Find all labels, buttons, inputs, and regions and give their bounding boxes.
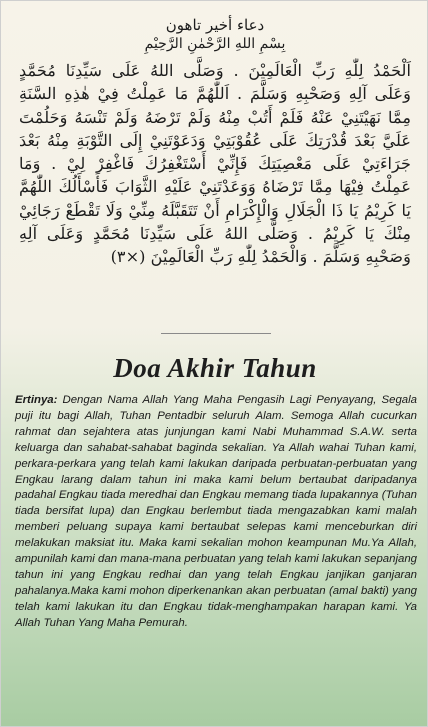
arabic-basmala: بِسْمِ اللهِ الرَّحْمٰنِ الرَّحِيْمِ [144,36,286,52]
translation-paragraph [15,393,417,632]
arabic-text-panel [11,7,419,319]
arabic-prayer-body: اَلْحَمْدُ لِلّٰهِ رَبِّ الْعَالَمِيْنَ . وَصَلَّى اللهُ عَلَى سَيِّدِنَا مُحَمَّدٍ وَعَلَى آلِهِ وَصَحْبِهِ وَسَلَّمَ . اَللّٰهُمَّ مَا عَمِلْتُ فِيْ هٰذِهِ السَّنَةِ مِمَّا نَهَيْتَنِيْ عَنْهُ فَلَمْ أَتُبْ مِنْهُ وَلَمْ تَرْضَهُ وَلَمْ تَنْسَهُ وَحَلُمْتَ عَلَيَّ بَعْدَ قُدْرَتِكَ عَلَى عُقُوْبَتِيْ وَدَعَوْتَنِيْ إِلَى التَّوْبَةِ مِنْهُ بَعْدَ جَرَاءَتِيْ عَلَى مَعْصِيَتِكَ فَإِنِّيْ أَسْتَغْفِرُكَ فَاغْفِرْ لِيْ . وَمَا عَمِلْتُ فِيْهَا مِمَّا تَرْضَاهُ وَوَعَدْتَنِيْ عَلَيْهِ الثَّوَابَ فَأَسْأَلُكَ اللّٰهُمَّ يَا كَرِيْمُ يَا ذَا الْجَلَالِ وَالْإِكْرَامِ أَنْ تَتَقَبَّلَهُ مِنِّيْ وَلَا تَقْطَعْ رَجَائِيْ مِنْكَ يَا كَرِيْمُ . وَصَلَّى اللهُ عَلَى سَيِّدِنَا مُحَمَّدٍ وَعَلَى آلِهِ وَصَحْبِهِ وَسَلَّمَ . وَالْحَمْدُ لِلّٰهِ رَبِّ الْعَالَمِيْنَ (×٣) [19,61,411,267]
arabic-title: دعاء أخير تاهون [165,16,265,34]
translation-lead: Ertinya: [15,394,58,406]
section-divider [161,333,271,334]
translation-text: Dengan Nama Allah Yang Maha Pengasih Lagi Penyayang, Segala puji itu bagi Allah, Tuhan Pentadbir seluruh Alam. Semoga Allah cucurkan rahmat dan sejahtera atas junjungan kami Nabi Muhammad S.A.W. serta keluarga dan sahabat-sahabat baginda sekalian. Ya Allah wahai Tuhan kami, perkara-perkara yang telah kami lakukan daripada perbuatan-perbuatan yang Engkau larang dalam tahun ini maka kami belum bertaubat daripadanya padahal Engkau tiada meredhai dan Engkau memang tiada lupakannya (Tuhan tiada bersifat lupa) dan Engkau berlembut tiada mengazabkan kami malah memberi peluang supaya kami bertaubat selepas kami menceburkan diri melakukan maksiat itu. Maka kami sekalian mohon keampunan Mu.Ya Allah, ampunilah kami dan mana-mana perbuatan yang telah kami lakukan sepanjang tahun ini yang Engkau redhai dan yang telah Engkau janjikan ganjaran pahalanya.Maka kami mohon diperkenankan akan perbuatan (amal bakti) yang telah kami lakukan itu dan Engkau tidak-menghampakan harapan kami. Ya Allah Tuhan Yang Maha Pemurah. [15,394,417,629]
page-title: Doa Akhir Tahun [113,353,317,383]
